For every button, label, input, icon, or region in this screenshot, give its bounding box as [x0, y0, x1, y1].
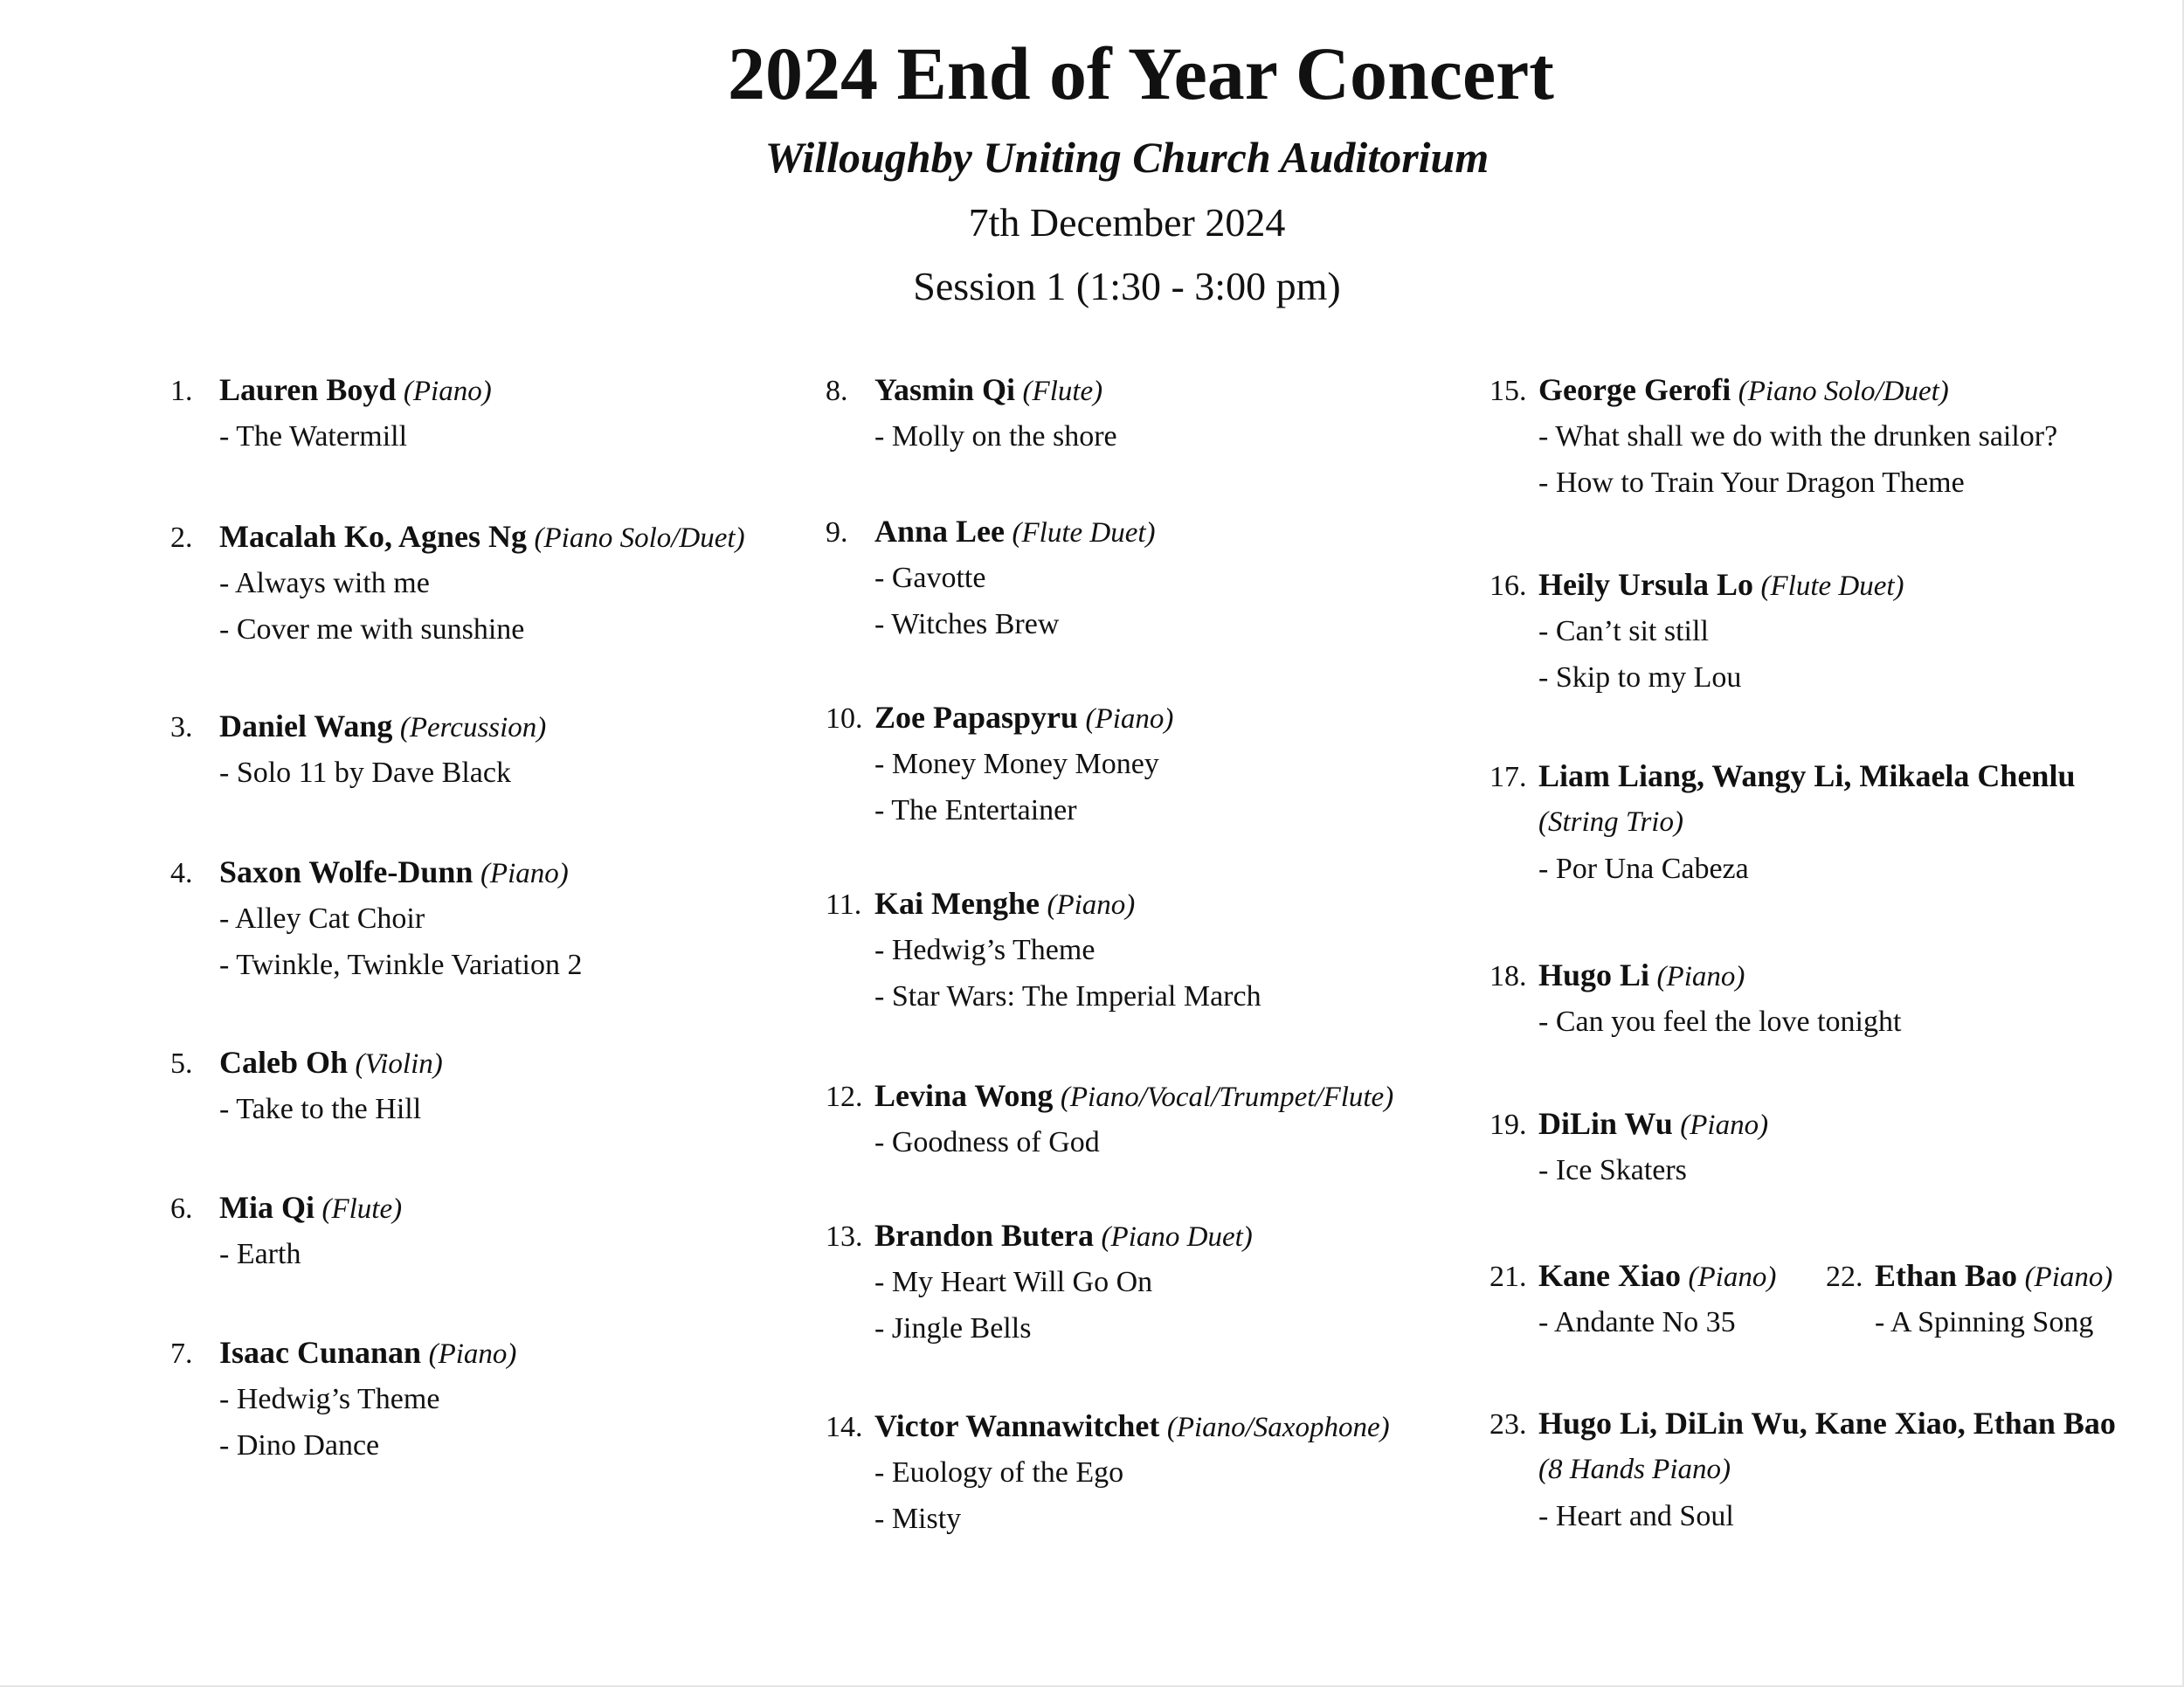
performer-name: Liam Liang, Wangy Li, Mikaela Chenlu: [1538, 758, 2076, 793]
program-entry: [1489, 1253, 1776, 1345]
program-entry: [1489, 1101, 1768, 1193]
performer-name: Kane Xiao: [1538, 1258, 1682, 1293]
performer-name: Heily Ursula Lo: [1538, 567, 1754, 602]
performer-name: Brandon Butera: [874, 1218, 1095, 1253]
entry-number: 18.: [1489, 960, 1527, 992]
instrument: (Piano/Saxophone): [1166, 1412, 1390, 1443]
performer-name: Kai Menghe: [874, 886, 1040, 921]
piece-title: - Dino Dance: [219, 1429, 380, 1462]
program-entry: [826, 881, 1261, 1020]
instrument: (Piano Duet): [1101, 1221, 1253, 1253]
piece-title: - Euology of the Ego: [874, 1456, 1124, 1489]
piece-title: - Star Wars: The Imperial March: [874, 980, 1261, 1013]
entry-number: 16.: [1489, 570, 1527, 602]
piece-title: - Money Money Money: [874, 748, 1159, 780]
piece-title: - Andante No 35: [1538, 1306, 1736, 1338]
program-entry: [170, 849, 582, 988]
performer-name: Macalah Ko, Agnes Ng: [219, 519, 528, 554]
piece-title: - Always with me: [219, 567, 430, 599]
entry-number: 2.: [170, 522, 193, 554]
piece-title: - Hedwig’s Theme: [874, 934, 1095, 966]
entry-number: 13.: [826, 1220, 863, 1253]
instrument: (Piano/Vocal/Trumpet/Flute): [1060, 1082, 1394, 1113]
performer-name: Levina Wong: [874, 1078, 1054, 1113]
instrument: (Flute): [1022, 376, 1103, 407]
performer-name: Zoe Papaspyru: [874, 700, 1079, 735]
program-entry: [826, 508, 1156, 647]
entry-number: 22.: [1826, 1261, 1863, 1293]
program-entry: [1489, 562, 1904, 701]
piece-title: - Hedwig’s Theme: [219, 1383, 440, 1415]
piece-title: - Witches Brew: [874, 608, 1060, 640]
piece-title: - Misty: [874, 1503, 962, 1535]
program-entry: [170, 1330, 516, 1469]
program-entry: [170, 514, 745, 653]
piece-title: - Take to the Hill: [219, 1093, 422, 1125]
entry-number: 1.: [170, 375, 193, 407]
session-time: Session 1 (1:30 - 3:00 pm): [913, 264, 1341, 308]
piece-title: - Molly on the shore: [874, 420, 1117, 453]
piece-title: - A Spinning Song: [1875, 1306, 2094, 1338]
entry-number: 11.: [826, 888, 862, 921]
entry-number: 6.: [170, 1193, 193, 1225]
entry-number: 10.: [826, 702, 863, 735]
instrument: (Piano Solo/Duet): [1738, 376, 1949, 407]
performer-name: Mia Qi: [219, 1190, 314, 1225]
instrument: (Piano): [1656, 961, 1745, 992]
entry-number: 7.: [170, 1338, 193, 1370]
entry-number: 17.: [1489, 761, 1527, 793]
entry-number: 4.: [170, 857, 193, 889]
instrument: (Piano): [1688, 1262, 1777, 1293]
performer-name: Saxon Wolfe-Dunn: [219, 854, 473, 889]
performer-name: Hugo Li, DiLin Wu, Kane Xiao, Ethan Bao: [1538, 1406, 2116, 1441]
performer-name: Victor Wannawitchet: [874, 1408, 1160, 1443]
piece-title: - Cover me with sunshine: [219, 613, 525, 646]
program-entry: [170, 367, 492, 460]
instrument: (8 Hands Piano): [1538, 1454, 1731, 1485]
performer-name: Isaac Cunanan: [219, 1335, 422, 1370]
piece-title: - Jingle Bells: [874, 1312, 1032, 1345]
instrument: (Piano): [1047, 889, 1136, 921]
piece-title: - Heart and Soul: [1538, 1500, 1734, 1532]
program-entry: [826, 1213, 1253, 1352]
program-entry: [826, 695, 1173, 833]
program-entry: [826, 367, 1117, 460]
instrument: (Piano): [428, 1338, 517, 1370]
entry-number: 15.: [1489, 375, 1527, 407]
piece-title: - Can’t sit still: [1538, 615, 1709, 647]
performer-name: Yasmin Qi: [874, 372, 1016, 407]
performer-name: Anna Lee: [874, 514, 1006, 549]
performer-name: Lauren Boyd: [219, 372, 397, 407]
performer-name: George Gerofi: [1538, 372, 1731, 407]
piece-title: - The Watermill: [219, 420, 408, 453]
instrument: (Violin): [355, 1048, 443, 1080]
program-entry: [1489, 1400, 2116, 1539]
entry-number: 5.: [170, 1047, 193, 1080]
entry-number: 19.: [1489, 1109, 1527, 1141]
performer-name: Caleb Oh: [219, 1045, 349, 1080]
program-entry: [1826, 1253, 2112, 1345]
instrument: (Flute): [321, 1193, 403, 1225]
entry-number: 8.: [826, 375, 848, 407]
instrument: (String Trio): [1538, 806, 1683, 838]
piece-title: - Gavotte: [874, 562, 986, 594]
concert-date: 7th December 2024: [968, 200, 1286, 245]
piece-title: - How to Train Your Dragon Theme: [1538, 467, 1965, 499]
performer-name: Hugo Li: [1538, 958, 1650, 992]
piece-title: - Twinkle, Twinkle Variation 2: [219, 949, 583, 981]
piece-title: - Goodness of God: [874, 1126, 1100, 1158]
piece-title: - My Heart Will Go On: [874, 1266, 1153, 1298]
program-entry: [170, 703, 546, 796]
entry-number: 9.: [826, 516, 848, 549]
program-entry: [170, 1040, 443, 1132]
program-entry: [170, 1185, 402, 1277]
instrument: (Piano): [1680, 1110, 1769, 1141]
concert-title: 2024 End of Year Concert: [728, 31, 1554, 115]
piece-title: - What shall we do with the drunken sailor?: [1538, 420, 2058, 453]
program-entry: [826, 1403, 1390, 1542]
piece-title: - Earth: [219, 1238, 301, 1270]
performer-name: DiLin Wu: [1538, 1106, 1673, 1141]
instrument: (Flute Duet): [1760, 570, 1904, 602]
program-entry: [1489, 952, 1901, 1045]
instrument: (Piano): [403, 376, 492, 407]
instrument: (Piano): [2024, 1262, 2113, 1293]
performer-name: Daniel Wang: [219, 709, 393, 743]
piece-title: - The Entertainer: [874, 794, 1077, 826]
piece-title: - Por Una Cabeza: [1538, 853, 1749, 885]
entry-number: 21.: [1489, 1261, 1527, 1293]
venue: Willoughby Uniting Church Auditorium: [764, 133, 1489, 182]
piece-title: - Ice Skaters: [1538, 1154, 1687, 1186]
entry-number: 14.: [826, 1411, 863, 1443]
instrument: (Piano Solo/Duet): [534, 522, 745, 554]
piece-title: - Can you feel the love tonight: [1538, 1006, 1902, 1038]
instrument: (Percussion): [399, 712, 547, 743]
instrument: (Piano): [1085, 703, 1174, 735]
entry-number: 23.: [1489, 1408, 1527, 1441]
performer-name: Ethan Bao: [1875, 1258, 2018, 1293]
program-entry: [1489, 753, 2075, 892]
program-entry: [1489, 367, 2057, 506]
instrument: (Piano): [480, 858, 569, 889]
program-entry: [826, 1073, 1393, 1165]
entry-number: 12.: [826, 1081, 863, 1113]
entry-number: 3.: [170, 711, 193, 743]
piece-title: - Skip to my Lou: [1538, 661, 1742, 694]
piece-title: - Alley Cat Choir: [219, 902, 425, 935]
instrument: (Flute Duet): [1012, 517, 1156, 549]
piece-title: - Solo 11 by Dave Black: [219, 757, 511, 789]
